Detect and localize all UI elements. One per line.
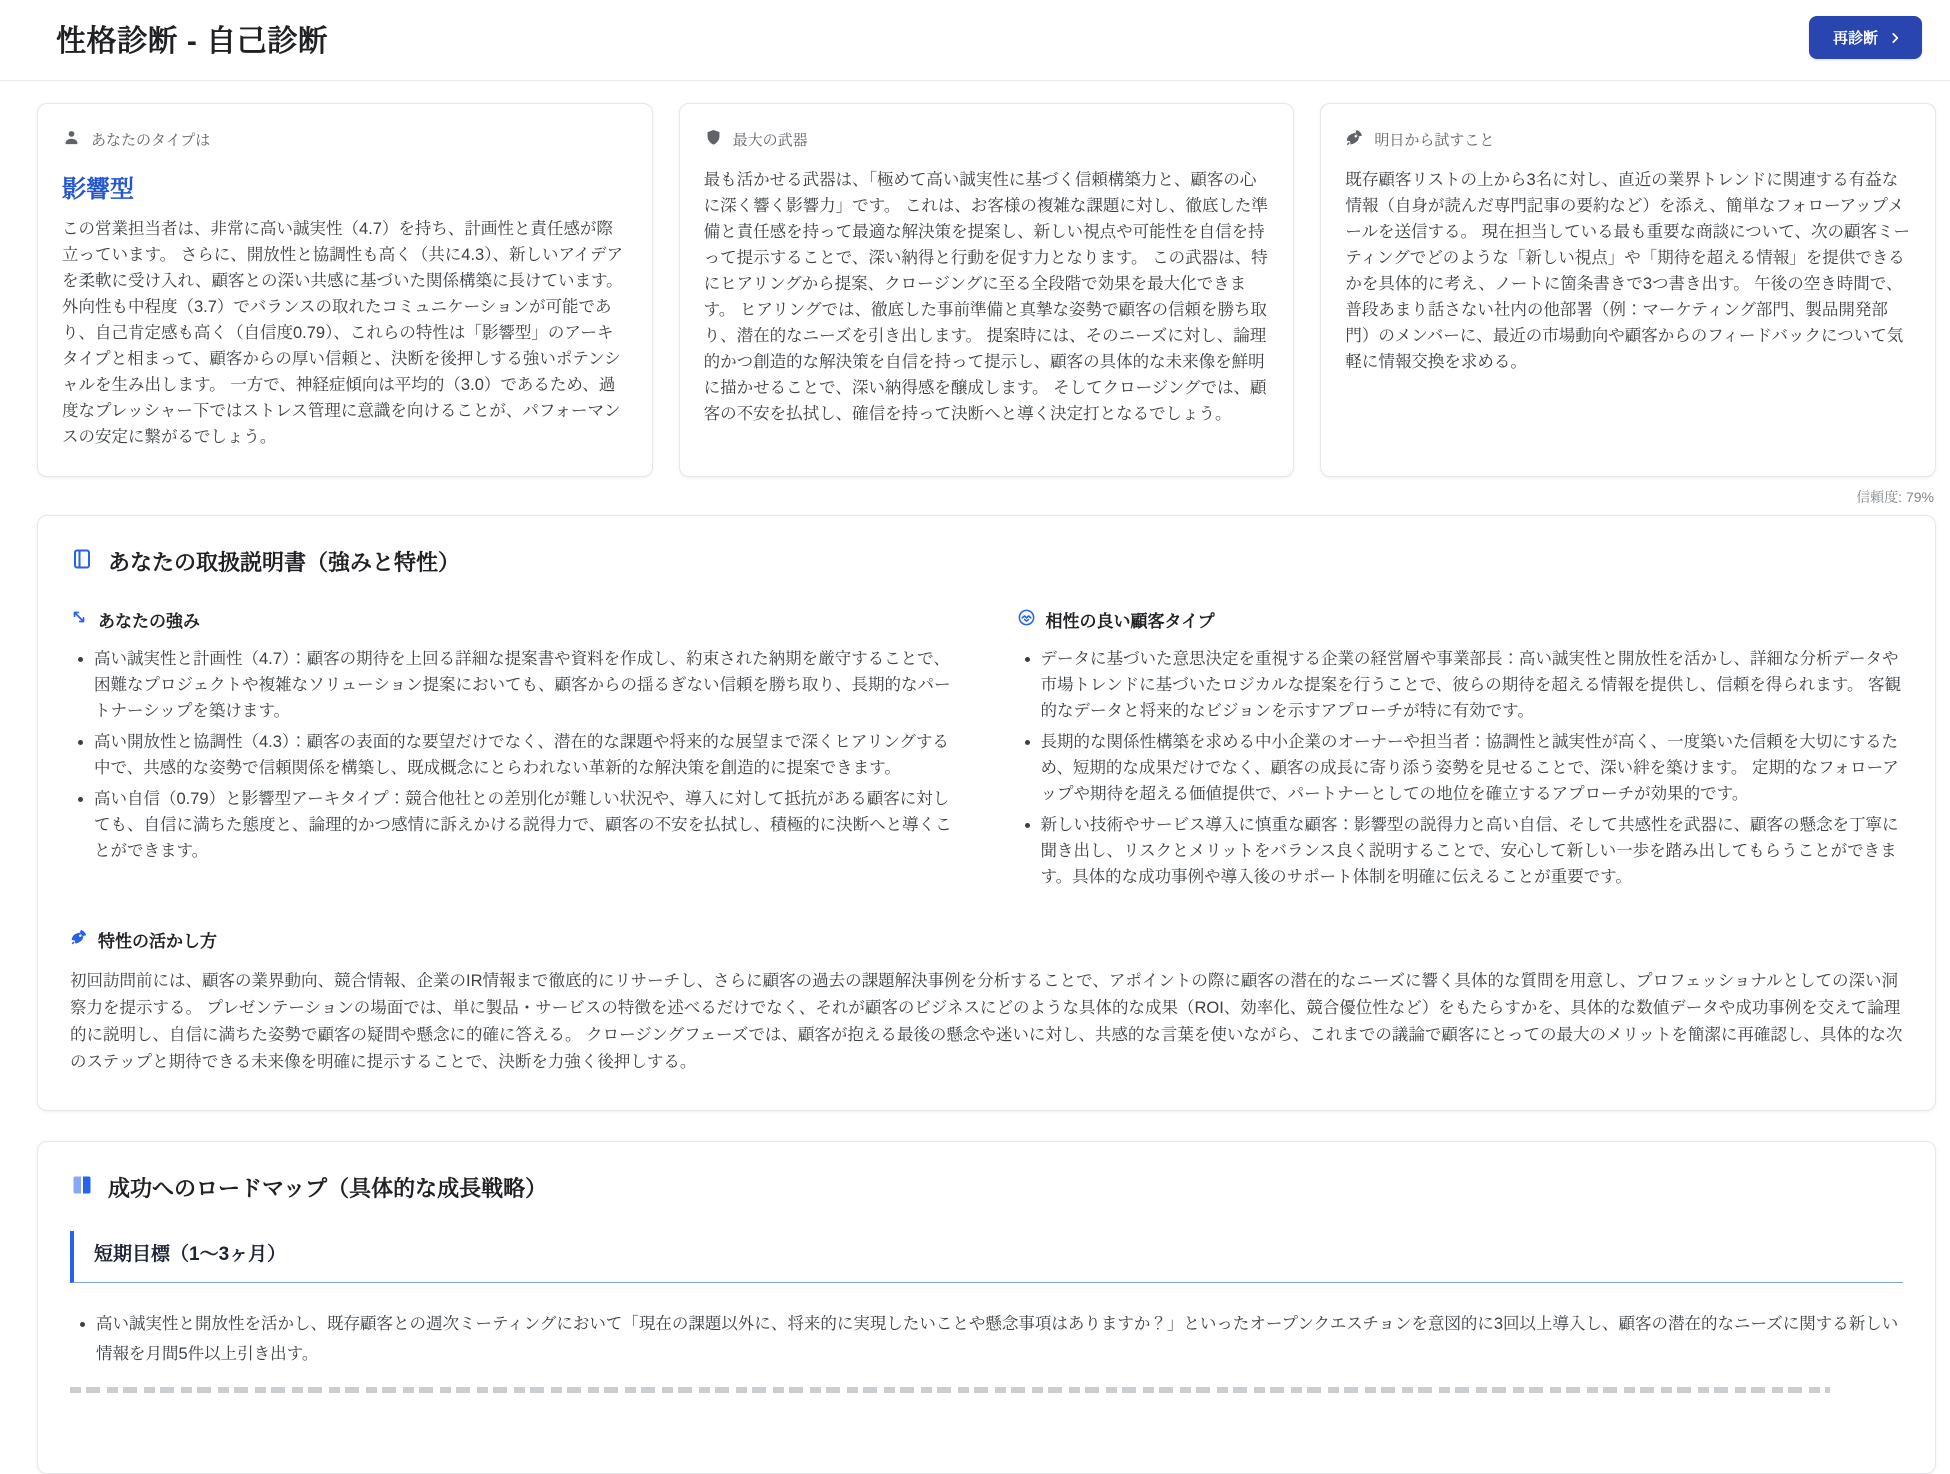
type-card-header [62,128,628,151]
roadmap-section-header [70,1172,1903,1203]
try-tomorrow-card [1320,103,1936,477]
clipped-text-row [70,1387,1830,1393]
customers-title: 相性の良い顧客タイプ [1045,612,1215,631]
person-icon [62,128,81,151]
short-term-goal-item: • 高い誠実性と開放性を活かし、既存顧客との週次ミーティングにおいて「現在の課題以外に、将来的に実現したいことや懸念事項はありますか？」といったオープンクエスチョンを意図的に3回以上導入し、顧客の潜在的なニーズに関する新しい情報を月間5件以上引き出す。 [96,1309,1903,1369]
book-icon [70,547,94,576]
usage-body: 初回訪問前には、顧客の業界動向、競合情報、企業のIR情報まで徹底的にリサーチし、さらに顧客の過去の課題解決事例を分析することで、アポイントの際に顧客の潜在的なニーズに響く具体的な質問を用意し、プロフェッショナルとしての深い洞察力を提示する。 プレゼンテーションの場面では、単に製品・サービスの特徴を述べるだけでなく、それが顧客のビジネスにどのような具体的な成果（ROI、効率化、競合優位性など）をもたらすかを、具体的な数値データや成功事例を交えて論理的に説明し、自信に満ちた姿勢で顧客の疑問や懸念に的確に答える。 クロージングフェーズでは、顧客が抱える最後の懸念や迷いに対し、共感的な言葉を使いながら、これまでの議論で顧客にとっての最大のメリットを簡潔に再確認し、具体的な次のステップと期待できる未来像を明確に提示することで、決断を力強く後押しする。 [70,972,1903,1071]
handshake-icon [1017,608,1036,632]
manual-section-card [37,515,1936,1111]
try-tomorrow-card-label: 明日から試すこと [1374,132,1495,149]
customers-header [1017,607,1904,632]
usage-section [70,927,1903,1076]
manual-columns [70,607,1903,895]
strength-item: • 高い自信（0.79）と影響型アーキタイプ：競合他社との差別化が難しい状況や、導入に対して抵抗がある顧客に対しても、自信に満ちた態度と、論理的かつ感情に訴えかける説得力で、顧客の不安を払拭し、積極的に決断へと導くことができます。 [94,786,957,864]
usage-header [70,927,1903,952]
rocket-icon [1345,128,1364,151]
usage-title: 特性の活かし方 [98,932,217,951]
customer-item: • 長期的な関係性構築を求める中小企業のオーナーや担当者：協調性と誠実性が高く、一度築いた信頼を大切にするため、短期的な成果だけでなく、顧客の成長に寄り添う姿勢を見せることで、深い絆を築けます。 定期的なフォローアップや期待を超える価値提供で、パートナーとしての地位を確立するアプローチが効果的です。 [1041,729,1904,807]
diagonal-arrows-icon [70,608,88,631]
customer-item: • 新しい技術やサービス導入に慎重な顧客：影響型の説得力と高い自信、そして共感性を武器に、顧客の懸念を丁寧に聞き出し、リスクとメリットをバランス良く説明することで、安心して新しい一歩を踏み出してもらうことができます。具体的な成功事例や導入後のサポート体制を明確に伝えることが重要です。 [1041,812,1904,890]
strengths-title: あなたの強み [98,612,200,631]
try-tomorrow-card-header [1345,128,1911,151]
rocket-icon [70,928,88,951]
chevron-right-icon [1888,31,1902,45]
books-icon [70,1173,94,1202]
type-card [37,103,653,477]
weapon-card-body: 最も活かせる武器は、「極めて高い誠実性に基づく信頼構築力と、顧客の心に深く響く影響力」です。 これは、お客様の複雑な課題に対し、徹底した準備と責任感を持って最適な解決策を提案し、新しい視点や可能性を自信を持って提示することで、深い納得と行動を促す力となります。 この武器は、特にヒアリングから提案、クロージングに至る全段階で効果を最大化できます。 ヒアリングでは、徹底した事前準備と真摯な姿勢で顧客の信頼を勝ち取り、潜在的なニーズを引き出します。 提案時には、そのニーズに対し、論理的かつ創造的な解決策を自信を持って提示し、顧客の具体的な未来像を鮮明に描かせることで、深い納得感を醸成します。 そしてクロージングでは、顧客の不安を払拭し、確信を持って決断へと導く決定打となるでしょう。 [703,171,1268,423]
weapon-card-label: 最大の武器 [732,132,808,149]
strength-item: • 高い誠実性と計画性（4.7）：顧客の期待を上回る詳細な提案書や資料を作成し、約束された納期を厳守することで、困難なプロジェクトや複雑なソリューション提案においても、顧客からの揺るぎない信頼を勝ち取り、長期的なパートナーシップを築けます。 [94,646,957,724]
page-header [0,0,1950,81]
roadmap-section-card [37,1141,1936,1474]
type-card-body: この営業担当者は、非常に高い誠実性（4.7）を持ち、計画性と責任感が際立っています。 さらに、開放性と協調性も高く（共に4.3）、新しいアイデアを柔軟に受け入れ、顧客との深い共感に基づいた関係構築に長けています。 外向性も中程度（3.7）でバランスの取れたコミュニケーションが可能であり、自己肯定感も高く（自信度0.79）、これらの特性は「影響型」のアーキタイプと相まって、顧客からの厚い信頼と、決断を後押しする強いポテンシャルを生み出します。 一方で、神経症傾向は平均的（3.0）であるため、過度なプレッシャー下ではストレス管理に意識を向けることが、パフォーマンスの安定に繋がるでしょう。 [62,220,623,446]
short-term-goal-list [96,1309,1903,1393]
redo-button-label: 再診断 [1832,30,1878,47]
confidence-badge: 信頼度: 79% [1856,489,1934,505]
roadmap-section-title: 成功へのロードマップ（具体的な成長戦略） [108,1176,548,1201]
weapon-card-header [704,128,1270,151]
strengths-list [94,646,957,864]
redo-diagnosis-button[interactable] [1809,16,1922,59]
strength-item: • 高い開放性と協調性（4.3）：顧客の表面的な要望だけでなく、潜在的な課題や将来的な展望まで深くヒアリングする中で、共感的な姿勢で信頼関係を構築し、既成概念にとらわれない革新的な解決策を創造的に提案できます。 [94,729,957,781]
type-card-label: あなたのタイプは [91,132,211,149]
customer-item: • データに基づいた意思決定を重視する企業の経営層や事業部長：高い誠実性と開放性を活かし、詳細な分析データや市場トレンドに基づいたロジカルな提案を行うことで、彼らの期待を超える情報を提供し、信頼を得られます。 客観的なデータと将来的なビジョンを示すアプローチが特に有効です。 [1041,646,1904,724]
try-tomorrow-card-body: 既存顧客リストの上から3名に対し、直近の業界トレンドに関連する有益な情報（自身が読んだ専門記事の要約など）を添え、簡単なフォローアップメールを送信する。 現在担当している最も重要な商談について、次の顧客ミーティングでどのような「新しい視点」や「期待を超える情報」を提供できるかを具体的に考え、ノートに箇条書きで3つ書き出す。 午後の空き時間で、普段あまり話さない社内の他部署（例：マーケティング部門、製品開発部門）のメンバーに、最近の市場動向や顧客からのフィードバックについて気軽に情報交換を求める。 [1345,171,1910,371]
manual-section-title: あなたの取扱説明書（強みと特性） [108,550,461,575]
shield-icon [704,128,723,151]
strengths-column [70,607,957,895]
strengths-header [70,607,957,632]
weapon-card [679,103,1295,477]
summary-cards-row [37,103,1936,477]
list-item [70,1387,1903,1393]
manual-section-header [70,546,1903,577]
page-title: 性格診断 - 自己診断 [56,25,329,58]
customers-list [1041,646,1904,890]
personality-type-name: 影響型 [62,176,134,203]
short-term-phase-header: 短期目標（1〜3ヶ月） [70,1231,1903,1283]
customers-column [1017,607,1904,895]
main-content [0,103,1950,1474]
